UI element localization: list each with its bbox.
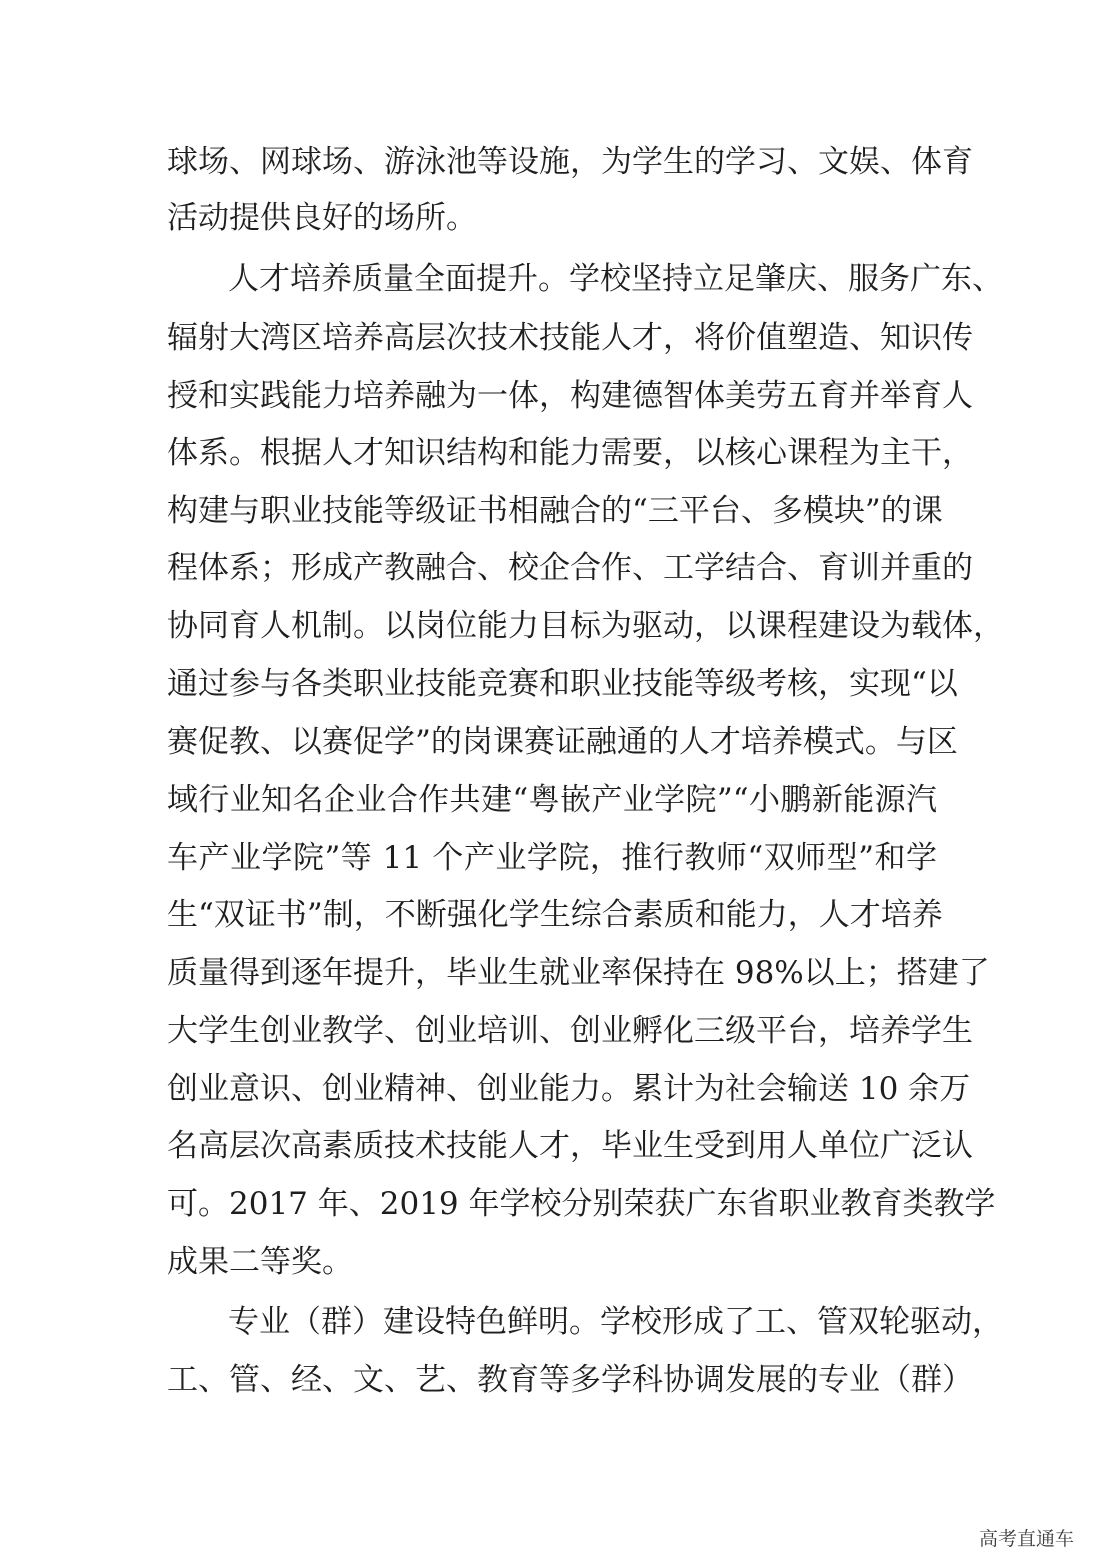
text-line-7: 构建与职业技能等级证书相融合的“三平台、多模块”的课: [167, 493, 943, 529]
text-line-4: 辐射大湾区培养高层次技术技能人才，将价值塑造、知识传: [167, 320, 973, 356]
text-line-15: 质量得到逐年提升，毕业生就业率保持在 98%以上；搭建了: [167, 955, 990, 991]
text-line-21: 专业（群）建设特色鲜明。学校形成了工、管双轮驱动，: [228, 1304, 1003, 1340]
text-line-14: 生“双证书”制，不断强化学生综合素质和能力，人才培养: [167, 897, 943, 933]
text-line-22: 工、管、经、文、艺、教育等多学科协调发展的专业（群）: [167, 1362, 973, 1398]
text-line-9: 协同育人机制。以岗位能力目标为驱动，以课程建设为载体，: [167, 608, 1004, 644]
watermark-text: 高考直通车: [978, 1528, 1074, 1550]
text-line-5: 授和实践能力培养融为一体，构建德智体美劳五育并举育人: [167, 378, 973, 414]
text-line-2: 活动提供良好的场所。: [167, 200, 477, 236]
text-line-16: 大学生创业教学、创业培训、创业孵化三级平台，培养学生: [167, 1013, 973, 1049]
text-line-6: 体系。根据人才知识结构和能力需要，以核心课程为主干，: [167, 435, 973, 471]
text-line-1: 球场、网球场、游泳池等设施，为学生的学习、文娱、体育: [167, 144, 973, 180]
text-line-18: 名高层次高素质技术技能人才，毕业生受到用人单位广泛认: [167, 1128, 973, 1164]
text-line-20: 成果二等奖。: [167, 1244, 353, 1280]
text-line-12: 域行业知名企业合作共建“粤嵌产业学院”“小鹏新能源汽: [167, 782, 937, 818]
text-line-19: 可。2017 年、2019 年学校分别荣获广东省职业教育类教学: [167, 1186, 996, 1222]
text-line-11: 赛促教、以赛促学”的岗课赛证融通的人才培养模式。与区: [167, 724, 958, 760]
text-line-8: 程体系；形成产教融合、校企合作、工学结合、育训并重的: [167, 550, 973, 586]
text-line-3: 人才培养质量全面提升。学校坚持立足肇庆、服务广东、: [228, 261, 1003, 297]
text-line-10: 通过参与各类职业技能竞赛和职业技能等级考核，实现“以: [167, 666, 958, 702]
text-line-17: 创业意识、创业精神、创业能力。累计为社会输送 10 余万: [167, 1071, 971, 1107]
text-line-13: 车产业学院”等 11 个产业学院，推行教师“双师型”和学: [167, 840, 937, 876]
